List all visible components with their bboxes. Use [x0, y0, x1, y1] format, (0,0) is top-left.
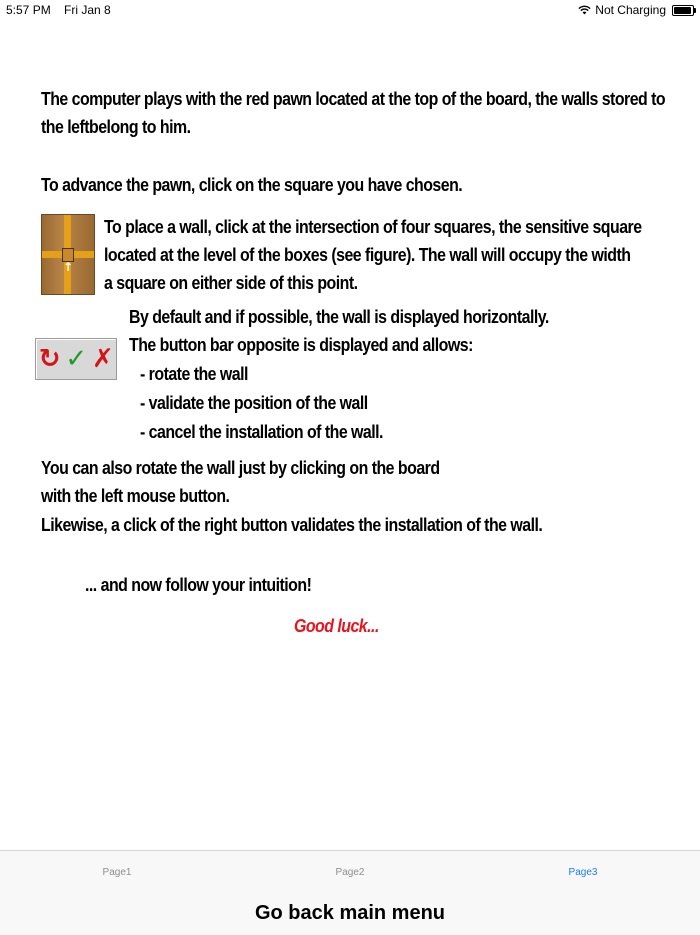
good-luck-text: Good luck... [294, 615, 379, 636]
rotate-icon: ↻ [38, 343, 60, 374]
wall-figure [41, 214, 95, 295]
instruction-line: a square on either side of this point. [104, 272, 358, 293]
instruction-line: located at the level of the boxes (see figure). The wall will occupy the width [104, 244, 631, 265]
instruction-line: - validate the position of the wall [140, 392, 368, 413]
instruction-line: Likewise, a click of the right button validates the installation of the wall. [41, 514, 543, 535]
charging-status: Not Charging [595, 3, 666, 17]
instruction-line: The computer plays with the red pawn located at the top of the board, the walls stored to [41, 88, 666, 109]
status-time: 5:57 PM [6, 3, 51, 17]
instruction-line: the leftbelong to him. [41, 116, 191, 137]
instruction-line: You can also rotate the wall just by clicking on the board [41, 457, 440, 478]
tab-page3[interactable]: Page3 [568, 867, 598, 878]
tab-bar [0, 850, 700, 935]
instruction-line: with the left mouse button. [41, 485, 230, 506]
button-bar-figure [35, 338, 117, 380]
instruction-line: To place a wall, click at the intersection of four squares, the sensitive square [104, 216, 642, 237]
tab-page1[interactable]: Page1 [102, 867, 132, 878]
instruction-line: - cancel the installation of the wall. [140, 421, 383, 442]
instruction-line: By default and if possible, the wall is displayed horizontally. [129, 306, 549, 327]
instruction-line: To advance the pawn, click on the square you have chosen. [41, 174, 463, 195]
cross-icon: ✗ [92, 343, 114, 374]
status-date: Fri Jan 8 [64, 3, 111, 17]
check-icon: ✓ [65, 343, 87, 374]
instruction-line: ... and now follow your intuition! [85, 574, 312, 595]
instruction-line: The button bar opposite is displayed and allows: [129, 334, 473, 355]
instruction-line: - rotate the wall [140, 363, 248, 384]
go-back-main-menu-button[interactable]: Go back main menu [254, 902, 446, 924]
tab-page2[interactable]: Page2 [335, 867, 365, 878]
arrow-up-icon: ↑ [63, 260, 73, 274]
